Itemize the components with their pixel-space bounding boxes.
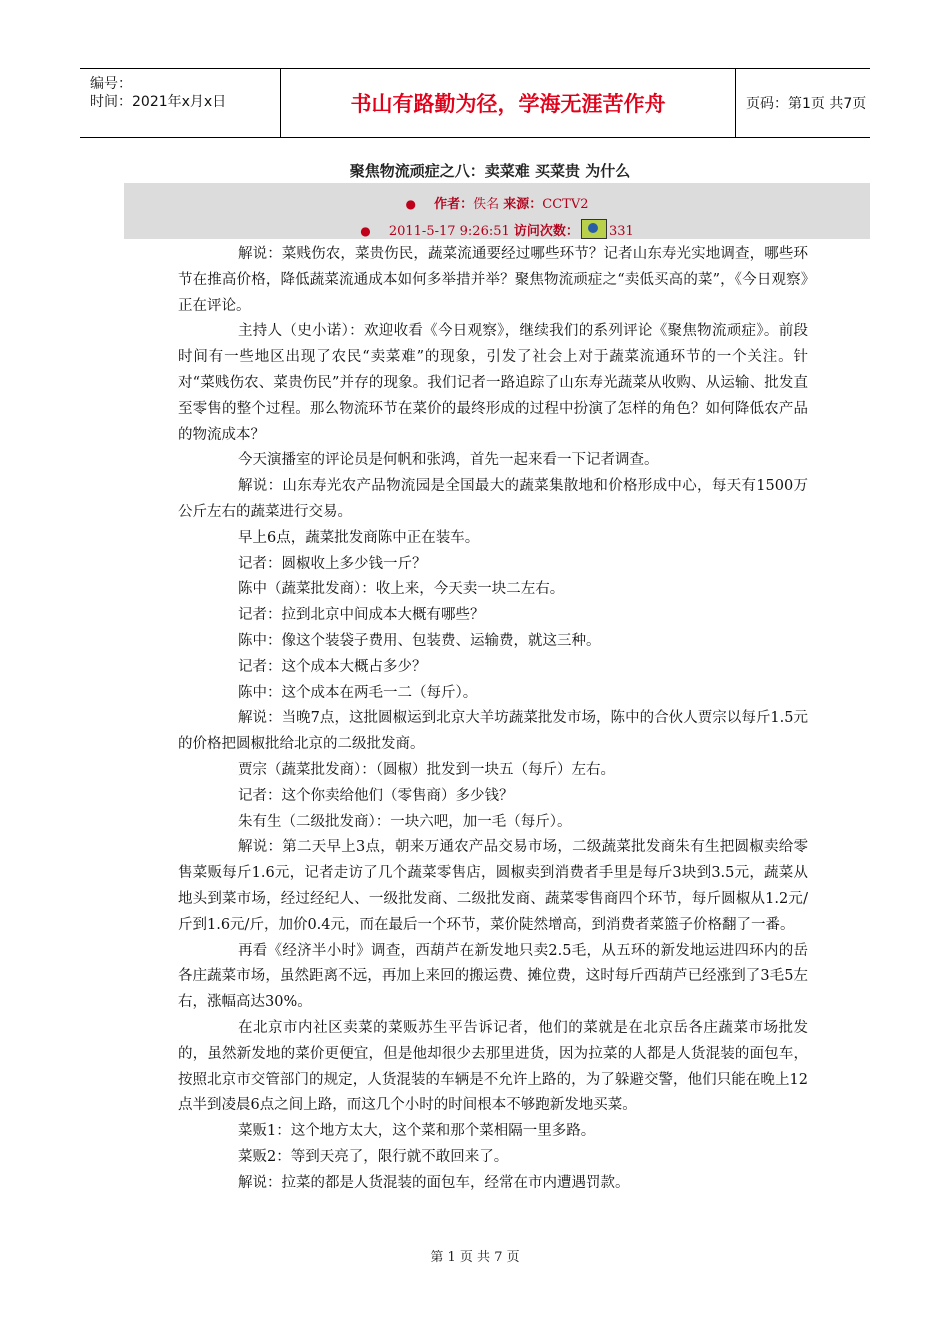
paragraph: 陈中：这个成本在两毛一二（每斤）。 <box>238 684 478 701</box>
bullet-icon: ● <box>360 224 371 238</box>
paragraph: 贾宗（蔬菜批发商）：（圆椒）批发到一块五（每斤）左右。 <box>238 761 615 778</box>
paragraph: 陈中（蔬菜批发商）：收上来，今天卖一块二左右。 <box>238 581 565 598</box>
header-page-code: 页码：第1页 共7页 <box>746 96 867 112</box>
number-label: 编号： <box>90 76 132 92</box>
author-label: 作者： <box>434 197 474 212</box>
header-info-cell <box>80 69 280 137</box>
visits-counter-icon <box>581 219 607 239</box>
paragraph: 主持人（史小诺）：欢迎收看《今日观察》，继续我们的系列评论《聚焦物流顽症》。前段时间有一些地区出现了农民“卖菜难”的现象，引发了社会上对于蔬菜流通环节的一个关注。针对“菜贱伤农、菜贵伤民”并存的现象。我们记者一路追踪了山东寿光蔬菜从收购、从运输、批发直至零售的整个过程。那么物流环节在菜价的最终形成的过程中扮演了怎样的角色？如何降低农产品的物流成本？ <box>178 323 808 443</box>
source-value: CCTV2 <box>542 197 589 212</box>
time-label: 时间：2021年x月x日 <box>90 94 227 110</box>
paragraph: 朱有生（二级批发商）：一块六吧，加一毛（每斤）。 <box>238 813 572 830</box>
paragraph: 解说：第二天早上3点，朝来万通农产品交易市场，二级蔬菜批发商朱有生把圆椒卖给零售菜贩每斤1.6元，记者走访了几个蔬菜零售店，圆椒卖到消费者手里是每斤3块到3.5元，蔬菜从地头到菜市场，经过经纪人、一级批发商、二级批发商、蔬菜零售商四个环节，每斤圆椒从1.2元/斤到1.6元/斤，加价0.4元，而在最后一个环节，菜价陡然增高，到消费者菜篮子价格翻了一番。 <box>178 839 808 933</box>
paragraph: 解说：拉菜的都是人货混装的面包车，经常在市内遭遇罚款。 <box>238 1174 630 1191</box>
document-header <box>80 68 870 138</box>
paragraph: 菜贩1：这个地方太大，这个菜和那个菜相隔一里多路。 <box>238 1123 596 1140</box>
paragraph: 陈中：像这个装袋子费用、包装费、运输费，就这三种。 <box>238 632 601 649</box>
paragraph: 解说：当晚7点，这批圆椒运到北京大羊坊蔬菜批发市场，陈中的合伙人贾宗以每斤1.5元的价格把圆椒批给北京的二级批发商。 <box>178 710 808 753</box>
paragraph: 记者：拉到北京中间成本大概有哪些？ <box>238 607 485 624</box>
header-motto: 书山有路勤为径，学海无涯苦作舟 <box>280 69 736 137</box>
visits-label: 访问次数： <box>513 224 579 239</box>
publish-date: 2011-5-17 9:26:51 <box>388 224 510 239</box>
bullet-icon: ● <box>405 197 416 211</box>
article-meta <box>124 183 870 239</box>
meta-date-row <box>124 219 870 239</box>
visits-value: 331 <box>608 224 634 239</box>
author-value: 佚名 <box>473 197 500 212</box>
paragraph: 再看《经济半小时》调查，西葫芦在新发地只卖2.5毛，从五环的新发地运进四环内的岳各庄蔬菜市场，虽然距离不远，再加上来回的搬运费、摊位费，这时每斤西葫芦已经涨到了3毛5左右，涨幅高达30%。 <box>178 942 808 1011</box>
paragraph: 解说：山东寿光农产品物流园是全国最大的蔬菜集散地和价格形成中心，每天有1500万公斤左右的蔬菜进行交易。 <box>178 478 808 520</box>
paragraph: 在北京市内社区卖菜的菜贩苏生平告诉记者，他们的菜就是在北京岳各庄蔬菜市场批发的，虽然新发地的菜价更便宜，但是他却很少去那里进货，因为拉菜的人都是人货混装的面包车，按照北京市交管部门的规定，人货混装的车辆是不允许上路的，为了躲避交警，他们只能在晚上12点半到凌晨6点之间上路，而这几个小时的时间根本不够跑新发地买菜。 <box>178 1019 808 1114</box>
paragraph: 记者：这个成本大概占多少？ <box>238 658 427 675</box>
meta-author-row <box>124 193 870 212</box>
article-title: 聚焦物流顽症之八：卖菜难 买菜贵 为什么 <box>349 162 631 180</box>
source-label: 来源： <box>503 197 543 212</box>
paragraph: 解说：菜贱伤农，菜贵伤民，蔬菜流通要经过哪些环节？记者山东寿光实地调查，哪些环节在推高价格，降低蔬菜流通成本如何多举措并举？聚焦物流顽症之“卖低买高的菜”，《今日观察》正在评论。 <box>178 246 808 314</box>
paragraph: 早上6点，蔬菜批发商陈中正在装车。 <box>238 529 480 546</box>
paragraph: 今天演播室的评论员是何帆和张鸿，首先一起来看一下记者调查。 <box>238 452 659 469</box>
page-footer: 第 1 页 共 7 页 <box>430 1250 520 1265</box>
paragraph: 记者：这个你卖给他们（零售商）多少钱？ <box>238 787 514 804</box>
paragraph: 记者：圆椒收上多少钱一斤？ <box>238 555 427 572</box>
article-body <box>178 242 808 1196</box>
paragraph: 菜贩2：等到天亮了，限行就不敢回来了。 <box>238 1148 509 1165</box>
